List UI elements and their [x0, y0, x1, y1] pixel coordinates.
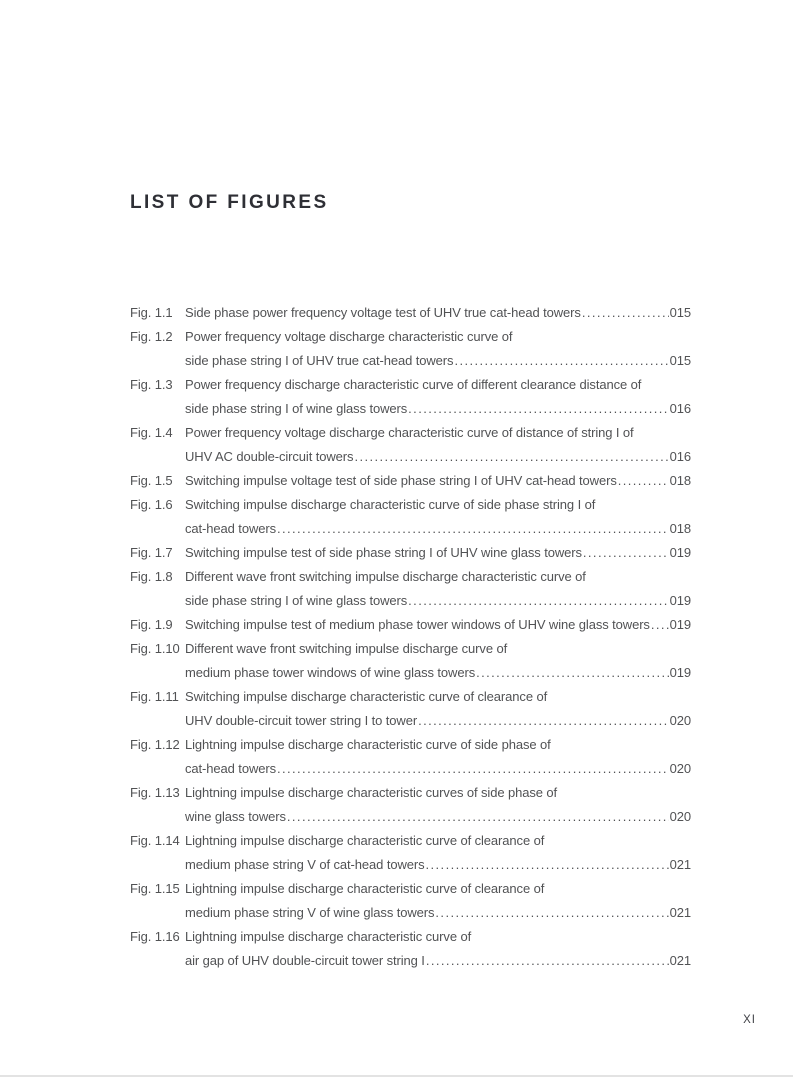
figure-caption-text: Different wave front switching impulse discharge characteristic curve of	[185, 569, 586, 584]
dot-leader	[583, 541, 669, 565]
figure-caption-line	[185, 637, 691, 661]
figure-caption	[185, 781, 691, 829]
figure-caption-line	[185, 469, 691, 493]
figure-caption-text: Switching impulse voltage test of side phase string I of UHV cat-head towers	[185, 473, 617, 488]
figure-caption	[185, 325, 691, 373]
figure-caption-text: Lightning impulse discharge characteristic curves of side phase of	[185, 785, 558, 800]
page-title: LIST OF FIGURES	[130, 192, 329, 213]
figure-page-number: 018	[669, 473, 691, 488]
figure-caption	[185, 565, 691, 613]
figure-caption-text: side phase string I of UHV true cat-head towers	[185, 353, 454, 368]
figure-caption-text: Lightning impulse discharge characteristic curve of clearance of	[185, 881, 545, 896]
figure-page-number: 021	[669, 857, 691, 872]
figure-caption-text: medium phase string V of wine glass towers	[185, 905, 435, 920]
figure-page-number: 019	[669, 593, 691, 608]
figure-label: Fig. 1.10	[130, 641, 180, 656]
figure-page-number: 015	[669, 305, 691, 320]
figure-caption-line	[185, 757, 691, 781]
figure-entry	[130, 541, 691, 565]
figure-caption	[185, 301, 691, 325]
figure-caption-line	[185, 325, 691, 349]
figure-caption-text: medium phase string V of cat-head towers	[185, 857, 425, 872]
figure-caption	[185, 541, 691, 565]
figure-label: Fig. 1.15	[130, 881, 180, 896]
dot-leader	[426, 949, 669, 973]
figure-label: Fig. 1.4	[130, 425, 173, 440]
figure-caption	[185, 469, 691, 493]
figure-caption-text: UHV double-circuit tower string I to tower	[185, 713, 418, 728]
figure-caption-line	[185, 565, 691, 589]
figure-caption-line	[185, 445, 691, 469]
figure-page-number: 020	[669, 761, 691, 776]
figure-page-number: 019	[669, 665, 691, 680]
figure-caption-text: Switching impulse discharge characteristic curve of clearance of	[185, 689, 548, 704]
figure-caption-text: Lightning impulse discharge characteristic curve of side phase of	[185, 737, 551, 752]
dot-leader	[408, 397, 668, 421]
figure-page-number: 021	[669, 905, 691, 920]
figure-page-number: 018	[669, 521, 691, 536]
dot-leader	[435, 901, 668, 925]
figure-caption-text: wine glass towers	[185, 809, 286, 824]
figure-caption	[185, 613, 691, 637]
dot-leader	[277, 517, 669, 541]
figure-caption-text: side phase string I of wine glass towers	[185, 593, 408, 608]
figure-page-number: 020	[669, 809, 691, 824]
figure-entry	[130, 829, 691, 877]
list-of-figures	[130, 301, 691, 973]
dot-leader	[287, 805, 669, 829]
figure-caption-line	[185, 661, 691, 685]
figure-caption-text: cat-head towers	[185, 761, 276, 776]
figure-caption-line	[185, 397, 691, 421]
dot-leader	[408, 589, 668, 613]
figure-caption	[185, 637, 691, 685]
figure-entry	[130, 565, 691, 613]
figure-caption	[185, 493, 691, 541]
figure-page-number: 021	[669, 953, 691, 968]
figure-entry	[130, 733, 691, 781]
figure-caption-text: cat-head towers	[185, 521, 276, 536]
figure-caption	[185, 733, 691, 781]
figure-label: Fig. 1.5	[130, 473, 173, 488]
figure-page-number: 019	[669, 545, 691, 560]
figure-entry	[130, 325, 691, 373]
figure-caption-line	[185, 613, 691, 637]
figure-caption-text: medium phase tower windows of wine glass towers	[185, 665, 476, 680]
figure-label: Fig. 1.12	[130, 737, 180, 752]
dot-leader	[651, 613, 669, 637]
figure-caption-line	[185, 901, 691, 925]
figure-caption-text: Switching impulse discharge characteristic curve of side phase string I of	[185, 497, 596, 512]
figure-caption	[185, 877, 691, 925]
figure-page-number: 015	[669, 353, 691, 368]
figure-page-number: 020	[669, 713, 691, 728]
figure-caption-line	[185, 853, 691, 877]
figure-label: Fig. 1.14	[130, 833, 180, 848]
figure-caption-text: Lightning impulse discharge characteristic curve of	[185, 929, 472, 944]
figure-caption	[185, 925, 691, 973]
figure-label: Fig. 1.16	[130, 929, 180, 944]
dot-leader	[476, 661, 669, 685]
figure-caption-text: Side phase power frequency voltage test of UHV true cat-head towers	[185, 305, 581, 320]
figure-label: Fig. 1.9	[130, 617, 173, 632]
figure-entry	[130, 925, 691, 973]
figure-page-number: 016	[669, 449, 691, 464]
figure-label: Fig. 1.13	[130, 785, 180, 800]
figure-caption-text: Switching impulse test of medium phase tower windows of UHV wine glass towers	[185, 617, 650, 632]
dot-leader	[582, 301, 669, 325]
figure-caption	[185, 421, 691, 469]
figure-caption	[185, 373, 691, 421]
figure-entry	[130, 637, 691, 685]
figure-caption-line	[185, 949, 691, 973]
figure-label: Fig. 1.3	[130, 377, 173, 392]
dot-leader	[618, 469, 669, 493]
figure-caption-line	[185, 517, 691, 541]
figure-page-number: 016	[669, 401, 691, 416]
figure-caption-text: Power frequency discharge characteristic curve of different clearance distance of	[185, 377, 642, 392]
figure-caption-line	[185, 925, 691, 949]
figure-entry	[130, 685, 691, 733]
figure-caption	[185, 685, 691, 733]
figure-caption-line	[185, 301, 691, 325]
figure-caption-line	[185, 829, 691, 853]
dot-leader	[426, 853, 669, 877]
figure-entry	[130, 469, 691, 493]
figure-caption-line	[185, 589, 691, 613]
figure-entry	[130, 493, 691, 541]
figure-entry	[130, 301, 691, 325]
figure-page-number: 019	[669, 617, 691, 632]
figure-caption-line	[185, 685, 691, 709]
figure-caption-line	[185, 373, 691, 397]
figure-caption-text: Different wave front switching impulse discharge curve of	[185, 641, 508, 656]
figure-label: Fig. 1.6	[130, 497, 173, 512]
figure-caption-line	[185, 349, 691, 373]
figure-caption-line	[185, 877, 691, 901]
dot-leader	[454, 349, 668, 373]
figure-label: Fig. 1.2	[130, 329, 173, 344]
dot-leader	[277, 757, 669, 781]
figure-caption-line	[185, 493, 691, 517]
figure-entry	[130, 421, 691, 469]
figure-label: Fig. 1.11	[130, 689, 179, 704]
figure-entry	[130, 373, 691, 421]
figure-caption-line	[185, 805, 691, 829]
figure-caption	[185, 829, 691, 877]
figure-entry	[130, 781, 691, 829]
figure-caption-text: Power frequency voltage discharge characteristic curve of distance of string I of	[185, 425, 634, 440]
figure-label: Fig. 1.1	[130, 305, 173, 320]
figure-caption-line	[185, 709, 691, 733]
figure-caption-line	[185, 541, 691, 565]
figure-caption-text: UHV AC double-circuit towers	[185, 449, 354, 464]
page-number: XI	[743, 1014, 756, 1026]
figure-caption-line	[185, 421, 691, 445]
figure-caption-line	[185, 733, 691, 757]
figure-entry	[130, 877, 691, 925]
figure-caption-text: air gap of UHV double-circuit tower string I	[185, 953, 425, 968]
figure-label: Fig. 1.7	[130, 545, 173, 560]
dot-leader	[418, 709, 669, 733]
dot-leader	[354, 445, 668, 469]
figure-caption-text: Switching impulse test of side phase string I of UHV wine glass towers	[185, 545, 582, 560]
figure-caption-text: Power frequency voltage discharge characteristic curve of	[185, 329, 513, 344]
figure-caption-line	[185, 781, 691, 805]
figure-caption-text: side phase string I of wine glass towers	[185, 401, 408, 416]
figure-caption-text: Lightning impulse discharge characteristic curve of clearance of	[185, 833, 545, 848]
figure-label: Fig. 1.8	[130, 569, 173, 584]
figure-entry	[130, 613, 691, 637]
